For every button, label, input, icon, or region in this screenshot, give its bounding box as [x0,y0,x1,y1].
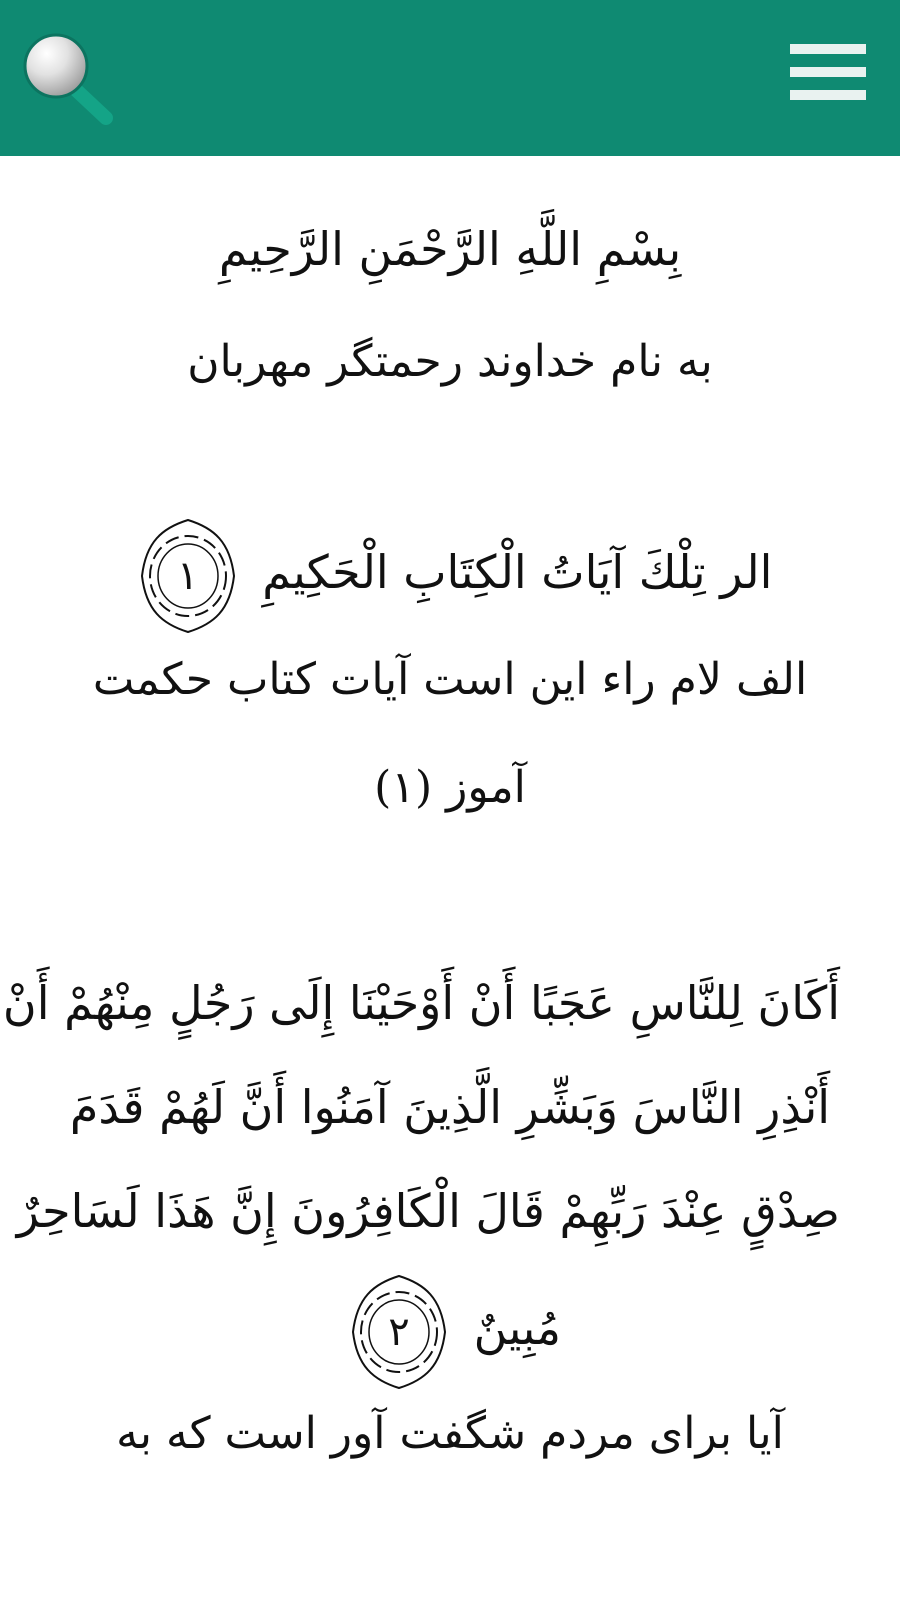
verse-1-persian-line-2: آموز (۱) [374,762,526,813]
hamburger-menu-icon [790,44,866,54]
verse-2-arabic-line-4 [60,1274,840,1390]
clipped-next-line [60,1524,840,1564]
verse-2-persian-line-1: آيا براى مردم شگفت آور است كه به [116,1408,784,1459]
app-bar [0,0,900,156]
verse-1-arabic-text: الر تِلْكَ آيَاتُ الْكِتَابِ الْحَكِيمِ [262,545,773,599]
verse-1-arabic-line [60,518,840,634]
verse-2-arabic-line-1: أَكَانَ لِلنَّاسِ عَجَبًا أَنْ أَوْحَيْنَا إِلَى رَجُلٍ مِنْهُمْ أَنْ [2,976,840,1030]
bismillah-persian: به نام خداوند رحمتگر مهربان [187,336,713,387]
verse-number-marker [347,1274,451,1390]
search-button[interactable] [22,32,122,132]
verse-number: ١ [176,553,199,599]
bismillah-arabic: بِسْمِ اللَّهِ الرَّحْمَنِ الرَّحِيمِ [218,222,682,276]
menu-button[interactable] [786,40,870,104]
verse-2-arabic-line-3: صِدْقٍ عِنْدَ رَبِّهِمْ قَالَ الْكَافِرُونَ إِنَّ هَذَا لَسَاحِرٌ [16,1184,840,1238]
verse-2-arabic-text-end: مُبِينٌ [473,1301,562,1355]
verse-2-arabic-line-2: أَنْذِرِ النَّاسَ وَبَشِّرِ الَّذِينَ آمَنُوا أَنَّ لَهُمْ قَدَمَ [69,1080,831,1134]
verse-1-persian-line-1: الف لام راء اين است آيات كتاب حكمت [92,654,808,705]
verse-number-marker [136,518,240,634]
verse-number: ٢ [388,1309,410,1355]
reading-pane[interactable] [0,156,900,1600]
magnifier-icon [22,32,122,132]
